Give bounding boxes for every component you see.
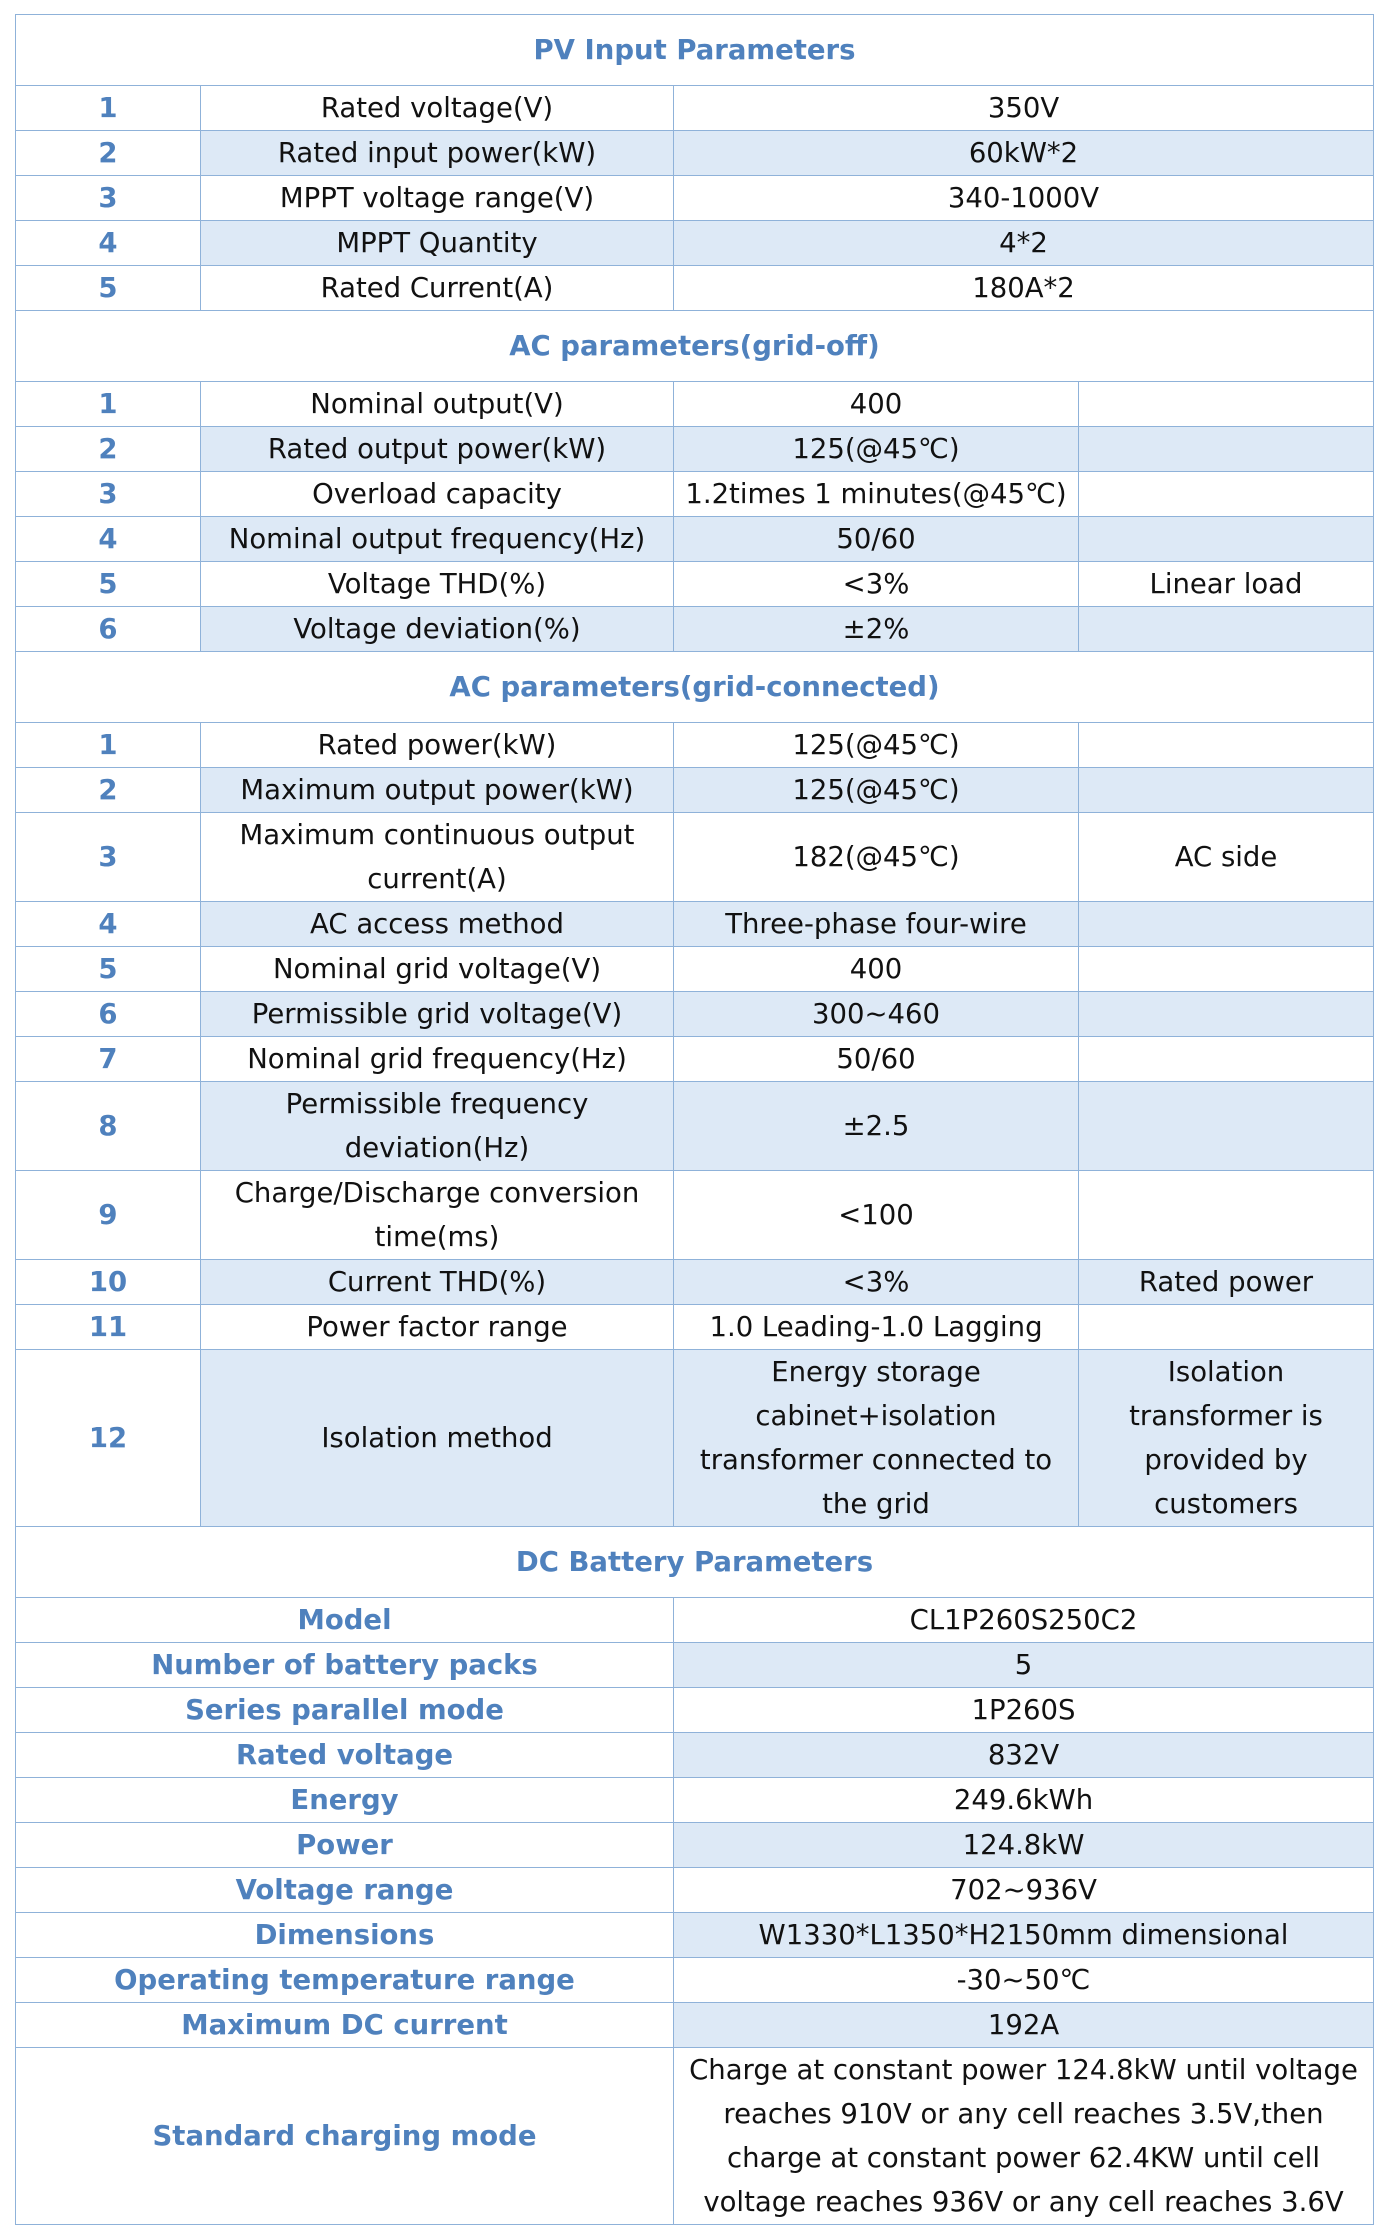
table-row (16, 1958, 1374, 2003)
param-value: 400 (674, 947, 1079, 992)
param-value: 125(@45℃) (674, 427, 1079, 472)
row-number: 6 (16, 992, 201, 1037)
battery-param-value: 5 (674, 1643, 1374, 1688)
row-number: 2 (16, 131, 201, 176)
param-value: <3% (674, 562, 1079, 607)
param-name: Nominal output(V) (201, 382, 674, 427)
battery-param-value: W1330*L1350*H2150mm dimensional (674, 1913, 1374, 1958)
table-row (16, 1688, 1374, 1733)
battery-param-label: Maximum DC current (16, 2003, 674, 2048)
param-name: Maximum continuous output current(A) (201, 813, 674, 902)
param-value: Energy storage cabinet+isolation transformer connected to the grid (674, 1350, 1079, 1527)
table-row (16, 902, 1374, 947)
row-number: 4 (16, 517, 201, 562)
table-row (16, 1823, 1374, 1868)
table-row (16, 1082, 1374, 1171)
row-number: 9 (16, 1171, 201, 1260)
table-row (16, 1260, 1374, 1305)
battery-param-label: Rated voltage (16, 1733, 674, 1778)
param-name: Permissible grid voltage(V) (201, 992, 674, 1037)
row-number: 10 (16, 1260, 201, 1305)
table-row (16, 607, 1374, 652)
param-note (1079, 427, 1374, 472)
battery-param-label: Standard charging mode (16, 2048, 674, 2225)
param-value: ±2.5 (674, 1082, 1079, 1171)
param-note (1079, 902, 1374, 947)
table-row (16, 947, 1374, 992)
table-row (16, 1350, 1374, 1527)
row-number: 1 (16, 86, 201, 131)
table-row (16, 992, 1374, 1037)
param-value: ±2% (674, 607, 1079, 652)
param-note (1079, 947, 1374, 992)
battery-param-label: Number of battery packs (16, 1643, 674, 1688)
battery-param-label: Model (16, 1598, 674, 1643)
battery-param-value: 1P260S (674, 1688, 1374, 1733)
table-row (16, 131, 1374, 176)
row-number: 5 (16, 562, 201, 607)
param-value: 180A*2 (674, 266, 1374, 311)
battery-param-value: 124.8kW (674, 1823, 1374, 1868)
table-row (16, 266, 1374, 311)
param-value: 50/60 (674, 517, 1079, 562)
param-value: Three-phase four-wire (674, 902, 1079, 947)
table-row (16, 1037, 1374, 1082)
table-row (16, 382, 1374, 427)
row-number: 1 (16, 723, 201, 768)
battery-param-value: Charge at constant power 124.8kW until voltage reaches 910V or any cell reaches 3.5V,then charge at constant power 62.4KW until cell voltage reaches 936V or any cell reaches 3.6V (674, 2048, 1374, 2225)
param-value: <100 (674, 1171, 1079, 1260)
row-number: 3 (16, 472, 201, 517)
param-note: AC side (1079, 813, 1374, 902)
table-row (16, 1868, 1374, 1913)
battery-param-label: Voltage range (16, 1868, 674, 1913)
param-name: Rated voltage(V) (201, 86, 674, 131)
param-value: 125(@45℃) (674, 768, 1079, 813)
section-title: AC parameters(grid-connected) (16, 652, 1374, 723)
battery-param-label: Series parallel mode (16, 1688, 674, 1733)
param-value: 4*2 (674, 221, 1374, 266)
param-name: Rated output power(kW) (201, 427, 674, 472)
row-number: 7 (16, 1037, 201, 1082)
row-number: 12 (16, 1350, 201, 1527)
param-note: Linear load (1079, 562, 1374, 607)
row-number: 4 (16, 221, 201, 266)
param-name: Nominal output frequency(Hz) (201, 517, 674, 562)
table-row (16, 1733, 1374, 1778)
row-number: 2 (16, 427, 201, 472)
param-note (1079, 768, 1374, 813)
param-value: 350V (674, 86, 1374, 131)
param-value: <3% (674, 1260, 1079, 1305)
param-note: Rated power (1079, 1260, 1374, 1305)
parameters-table (15, 14, 1374, 2225)
param-note (1079, 992, 1374, 1037)
param-name: Voltage THD(%) (201, 562, 674, 607)
table-row (16, 2003, 1374, 2048)
param-name: Charge/Discharge conversion time(ms) (201, 1171, 674, 1260)
table-row (16, 472, 1374, 517)
param-value: 60kW*2 (674, 131, 1374, 176)
row-number: 3 (16, 176, 201, 221)
table-row (16, 176, 1374, 221)
param-name: Rated power(kW) (201, 723, 674, 768)
battery-param-value: CL1P260S250C2 (674, 1598, 1374, 1643)
param-value: 1.0 Leading-1.0 Lagging (674, 1305, 1079, 1350)
param-name: Overload capacity (201, 472, 674, 517)
battery-param-label: Energy (16, 1778, 674, 1823)
battery-param-value: -30~50℃ (674, 1958, 1374, 2003)
param-name: Voltage deviation(%) (201, 607, 674, 652)
param-name: Rated Current(A) (201, 266, 674, 311)
table-row (16, 1598, 1374, 1643)
row-number: 11 (16, 1305, 201, 1350)
param-note: Isolation transformer is provided by customers (1079, 1350, 1374, 1527)
section-title: DC Battery Parameters (16, 1527, 1374, 1598)
table-row (16, 2048, 1374, 2225)
table-row (16, 1171, 1374, 1260)
table-row (16, 562, 1374, 607)
section-ac-off-header (16, 311, 1374, 382)
param-note (1079, 723, 1374, 768)
table-row (16, 86, 1374, 131)
param-name: MPPT Quantity (201, 221, 674, 266)
param-name: MPPT voltage range(V) (201, 176, 674, 221)
param-value: 300~460 (674, 992, 1079, 1037)
battery-param-value: 192A (674, 2003, 1374, 2048)
param-name: Power factor range (201, 1305, 674, 1350)
param-name: AC access method (201, 902, 674, 947)
table-row (16, 1778, 1374, 1823)
row-number: 6 (16, 607, 201, 652)
battery-param-value: 832V (674, 1733, 1374, 1778)
table-row (16, 427, 1374, 472)
param-name: Nominal grid voltage(V) (201, 947, 674, 992)
param-value: 50/60 (674, 1037, 1079, 1082)
section-title: PV Input Parameters (16, 15, 1374, 86)
table-row (16, 517, 1374, 562)
row-number: 5 (16, 266, 201, 311)
row-number: 4 (16, 902, 201, 947)
param-note (1079, 1037, 1374, 1082)
param-note (1079, 607, 1374, 652)
row-number: 2 (16, 768, 201, 813)
param-note (1079, 1171, 1374, 1260)
battery-param-value: 249.6kWh (674, 1778, 1374, 1823)
param-note (1079, 1082, 1374, 1171)
param-name: Maximum output power(kW) (201, 768, 674, 813)
param-value: 1.2times 1 minutes(@45℃) (674, 472, 1079, 517)
table-row (16, 723, 1374, 768)
section-pv-header (16, 15, 1374, 86)
battery-param-value: 702~936V (674, 1868, 1374, 1913)
table-row (16, 813, 1374, 902)
table-row (16, 221, 1374, 266)
table-row (16, 1305, 1374, 1350)
battery-param-label: Operating temperature range (16, 1958, 674, 2003)
param-value: 182(@45℃) (674, 813, 1079, 902)
param-value: 400 (674, 382, 1079, 427)
param-note (1079, 1305, 1374, 1350)
param-note (1079, 472, 1374, 517)
section-dc-header (16, 1527, 1374, 1598)
section-ac-on-header (16, 652, 1374, 723)
spec-sheet (15, 14, 1373, 2225)
param-name: Rated input power(kW) (201, 131, 674, 176)
row-number: 5 (16, 947, 201, 992)
row-number: 8 (16, 1082, 201, 1171)
param-value: 340-1000V (674, 176, 1374, 221)
param-value: 125(@45℃) (674, 723, 1079, 768)
section-title: AC parameters(grid-off) (16, 311, 1374, 382)
table-row (16, 1643, 1374, 1688)
param-name: Nominal grid frequency(Hz) (201, 1037, 674, 1082)
row-number: 1 (16, 382, 201, 427)
param-name: Isolation method (201, 1350, 674, 1527)
row-number: 3 (16, 813, 201, 902)
param-note (1079, 382, 1374, 427)
param-name: Permissible frequency deviation(Hz) (201, 1082, 674, 1171)
param-name: Current THD(%) (201, 1260, 674, 1305)
battery-param-label: Power (16, 1823, 674, 1868)
table-row (16, 768, 1374, 813)
param-note (1079, 517, 1374, 562)
battery-param-label: Dimensions (16, 1913, 674, 1958)
table-row (16, 1913, 1374, 1958)
